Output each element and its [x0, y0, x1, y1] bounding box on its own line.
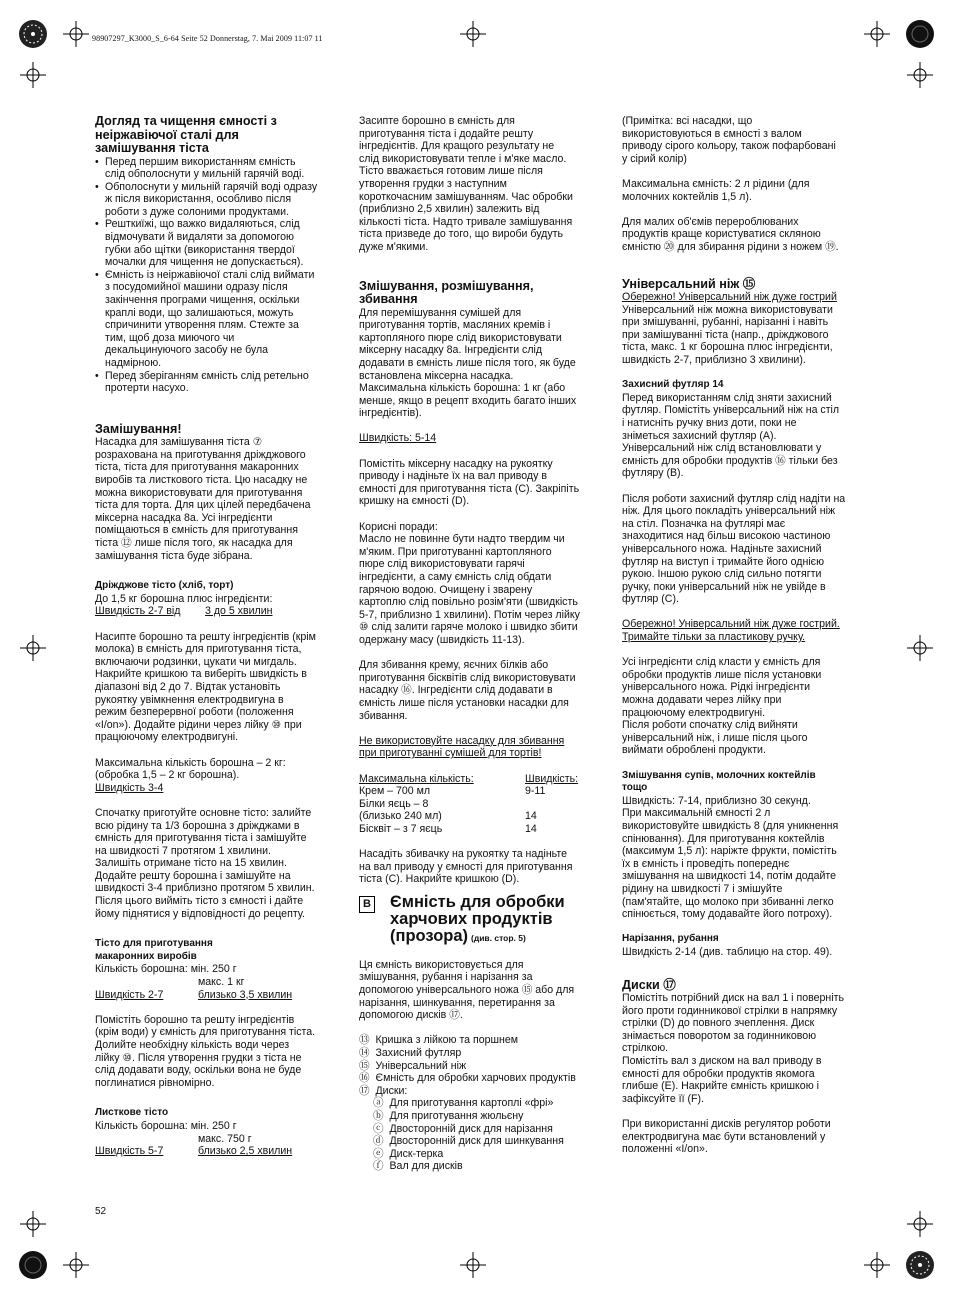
- column-3: [622, 115, 867, 1156]
- yeast-speed: [95, 605, 335, 618]
- yeast-text-3: Спочатку приготуйте основне тісто: залийте всю рідину та 1/3 борошна з дріжджами в ємність для приготування тіста і замішуйте на швидкості 7 протягом 1 хвилини. Залишіть отримане тісто на 15 хвилин. Додайте решту борошна і замішуйте на швидкості 3-4 приблизно протягом 5 хвилин. Після цього вийміть тісто з ємності і дайте йому піднятися у відповідності до рецепту.: [95, 806, 315, 920]
- column-2: [359, 115, 599, 1173]
- parts-list: [359, 1034, 599, 1173]
- yeast-text-1: Насипте борошно та решту інгредієнтів (крім молока) в ємність для приготування тіста, включаючи родзинки, цукати чи мигдаль. Накрийте кришкою та виберіть швидкість в діапазоні від 2 до 7. Відтак установіть рукоятку увімкнення електродвигуна в режим безперервної роботи (положення «I/on»). Додайте рідини через лійку ⑩ при працюючому електродвигуні.: [95, 630, 316, 744]
- list-item: ⑯ Ємність для обробки харчових продуктів: [359, 1072, 576, 1085]
- whip-warning: Не використовуйте насадку для збивання при приготуванні сумішей для тортів!: [359, 734, 565, 760]
- heading-soups: Змішування супів, молочних коктейлів тощо: [622, 769, 816, 794]
- puff-speed: [95, 1145, 335, 1158]
- cover-text: Перед використанням слід зняти захисний футляр. Помістіть універсальний ніж на стіл і натисніть ручку вниз доти, поки не зніметься захисний футляр (A). Універсальний ніж слід встановлювати у ємність для обробки продуктів ⑯ тільки без футляру (B).: [622, 391, 840, 480]
- heading-cover: Захисний футляр 14: [622, 379, 724, 391]
- table-cell: Білки яєць – 8: [359, 797, 429, 810]
- table-row: [359, 798, 599, 811]
- list-item: ⓓ Двосторонній диск для шинкування: [373, 1135, 564, 1148]
- crosshair-icon: [864, 1252, 890, 1278]
- crosshair-icon: [460, 1252, 486, 1278]
- list-item: • Обполоснути у мильній гарячій воді одразу ж після використання, особливо після роботи з дуже солоними продуктами.: [95, 181, 335, 219]
- heading-mix: Змішування, розмішування, збивання: [359, 278, 534, 307]
- yeast-line: До 1,5 кг борошна плюс інгредієнти:: [95, 592, 273, 605]
- flour-min: мін. 250 г: [190, 963, 237, 976]
- flour-max: макс. 1 кг: [198, 976, 245, 989]
- knead-text: Насадка для замішування тіста ⑦ розрахована на приготування дріжджового тіста, тіста для приготування макаронних виробів та листкового тіста. Цю насадку не можна використовувати для приготування тіста для торта. Для цих цілей передбачена міксерна насадка 8a. Усі інгредієнти поміщаються в ємність для приготування тіста ⑫ лише після того, як насадка для замішування тіста буде зібрана.: [95, 436, 311, 562]
- table-header: Швидкість:: [525, 772, 579, 785]
- table-cell: Бісквіт – з 7 яєць: [359, 822, 443, 835]
- crosshair-icon: [63, 1252, 89, 1278]
- time-label: близько 2,5 хвилин: [198, 1145, 293, 1158]
- table-cell: 9-11: [525, 785, 546, 798]
- crosshair-icon: [20, 62, 46, 88]
- flour-max: макс. 750 г: [198, 1132, 252, 1145]
- table-cell: (близько 240 мл): [359, 810, 442, 823]
- list-item: ⑬ Кришка з лійкою та поршнем: [359, 1034, 519, 1047]
- pasta-text: Помістіть борошно та решту інгредієнтів (крім води) у ємність для приготування тіста. Долийте необхідну кількість води через лійку ⑩. Після утворення грудки з тіста не слід додавати воду, оскільки вона не буде поглинатися рівномірно.: [95, 1013, 316, 1089]
- crosshair-icon: [864, 21, 890, 47]
- soups-text: Швидкість: 7-14, приблизно 30 секунд. При максимальній ємності 2 л використовуйте швидкість 8 (для уникнення спінювання). Для приготування коктейлів (максимум 1,5 л): наріжте фрукти, помістіть їх в ємність і проведіть попереднє змішування на швидкості 14, потім додайте рідину на швидкості 7 і змішуйте (пам'ятайте, що молоко при збиванні легко спінюється, тому додавайте його потроху).: [622, 794, 839, 921]
- heading-knife: Універсальний ніж ⑮: [622, 276, 756, 291]
- cover-text-2: Після роботи захисний футляр слід надіти на ніж. Для цього покладіть універсальний ніж на стіл. Позначка на футлярі має знаходитися над більш високою частиною універсального ножа. Надіньте захисний футляр на виступ і тримайте його однією рукою. Іншою рукою слід сильно потягти ручку, поки універсальний ніж не увійде в футляр (C).: [622, 492, 846, 606]
- crosshair-icon: [63, 21, 89, 47]
- table-row: [359, 785, 599, 798]
- pasta-speed: [95, 989, 335, 1002]
- section-title-ref: (див. стор. 5): [470, 932, 526, 943]
- heading-yeast: Дріжджове тісто (хліб, торт): [95, 580, 234, 592]
- table-cell: 14: [525, 822, 537, 835]
- flour-label: Кількість борошна:: [95, 963, 191, 976]
- time-label: близько 3,5 хвилин: [198, 988, 293, 1001]
- crosshair-icon: [907, 1211, 933, 1237]
- mix-text: Для перемішування сумішей для приготування тортів, масляних кремів і картопляного пюре слід використовувати міксерну насадку 8a. Інгредієнти слід додавати в ємність лише після того, як буде встановлена міксерна насадка. Максимальна кількість борошна: 1 кг (або менше, якщо в рецепт входить багато інших інгредієнтів).: [359, 306, 577, 420]
- list-item: • Перед першим використанням ємність слід обполоснути у мильній гарячій воді.: [95, 156, 335, 181]
- small-volume-text: Для малих об'ємів перероблюваних продуктів краще користуватися скляною ємністю ⑳ для збирання рідини з ножем ⑲.: [622, 215, 839, 253]
- heading-knead: Замішування!: [95, 421, 182, 436]
- chop-text: Швидкість 2-14 (див. таблицю на стор. 49).: [622, 945, 833, 958]
- color-target-icon: [906, 20, 934, 48]
- container-text: Ця ємність використовується для змішування, рубання і нарізання за допомогою універсального ножа ⑮ або для нарізання, шинкування, перетирання за допомогою дисків ⑰.: [359, 958, 575, 1022]
- table-cell: Крем – 700 мл: [359, 785, 431, 798]
- color-target-icon: [19, 20, 47, 48]
- list-item: ⓑ Для приготування жюльєну: [373, 1109, 524, 1122]
- list-item: ⓔ Диск-терка: [373, 1147, 444, 1160]
- flour-label: Кількість борошна:: [95, 1119, 191, 1132]
- max-text: Максимальна ємність: 2 л рідини (для молочних коктейлів 1,5 л).: [622, 177, 810, 203]
- speed-label: Швидкість 5-7: [95, 1145, 164, 1158]
- crosshair-icon: [907, 635, 933, 661]
- ingredients-text: Усі інгредієнти слід класти у ємність для обробки продуктів лише після установки універсального ножа. Рідкі інгредієнти можна додавати через лійку при працюючому електродвигуні. Після роботи спочатку слід вийняти універсальний ніж, і лише після цього виймати оброблені продукти.: [622, 656, 822, 757]
- list-item: ⓐ Для приготування картоплі «фрі»: [373, 1097, 554, 1110]
- whip-table-header: [359, 773, 599, 786]
- knife-warning-2: Обережно! Універсальний ніж дуже гострий. Тримайте тільки за пластикову ручку.: [622, 618, 840, 644]
- care-list: [95, 156, 335, 395]
- print-header: 98907297_K3000_S_6-64 Seite 52 Donnerstag, 7. Mai 2009 11:07 11: [92, 34, 323, 43]
- whip-text-2: Насадіть збивачку на рукоятку та надіньте на вал приводу у ємності для приготування тіста (C). Накрийте кришкою (D).: [359, 848, 573, 886]
- color-target-icon: [906, 1251, 934, 1279]
- list-item: • Ємність із неіржавіючої сталі слід виймати з посудомийної машини одразу після закінчення програми чищення, оскільки краплі води, що залишаються, можуть спричинити утворення плям. Стежте за тим, щоб доза миючого чи декальцинуючого засобу не була надмірною.: [95, 269, 335, 370]
- color-target-icon: [19, 1251, 47, 1279]
- table-row: [359, 810, 599, 823]
- list-item: • Перед зберіганням ємність слід ретельно протерти насухо.: [95, 370, 335, 395]
- puff-flour: [95, 1120, 335, 1133]
- table-row: [359, 823, 599, 836]
- note-text: (Примітка: всі насадки, що використовуються в ємності з валом приводу сірого кольору, також пофарбовані у сірий колір): [622, 115, 836, 165]
- heading-chop: Нарізання, рубання: [622, 933, 719, 945]
- crosshair-icon: [460, 21, 486, 47]
- discs-text-2: При використанні дисків регулятор роботи електродвигуна має бути встановлений у положенні «I/on».: [622, 1117, 831, 1156]
- table-cell: 14: [525, 810, 537, 823]
- list-item: ⑰ Диски:: [359, 1084, 408, 1097]
- flour-min: мін. 250 г: [190, 1119, 237, 1132]
- table-header: Максимальна кількість:: [359, 772, 474, 785]
- yeast-speed-2: Швидкість 3-4: [95, 781, 164, 794]
- speed-label: Швидкість 2-7: [95, 988, 164, 1001]
- speed-label: Швидкість 2-7 від: [95, 605, 181, 618]
- yeast-text-2: Максимальна кількість борошна – 2 кг: (обробка 1,5 – 2 кг борошна).: [95, 756, 286, 782]
- list-item: ⓒ Двосторонній диск для нарізання: [373, 1122, 553, 1135]
- page-number: 52: [95, 1206, 107, 1217]
- list-item: ⑮ Універсальний ніж: [359, 1059, 467, 1072]
- time-label: 3 до 5 хвилин: [205, 605, 273, 618]
- list-item: • Решткиїжі, що важко видаляються, слід відмочувати й видаляти за допомогою губки або щітки (використання твердої мочалки для чищення не допускається).: [95, 218, 335, 268]
- section-badge: B: [359, 896, 375, 913]
- pasta-flour: [95, 963, 335, 976]
- crosshair-icon: [907, 62, 933, 88]
- mix-text-2: Помістіть міксерну насадку на рукоятку приводу і надіньте їх на вал приводу в ємності для приготування тіста (C). Закріпіть кришку на ємності (D).: [359, 457, 580, 508]
- list-item: ⑭ Захисний футляр: [359, 1047, 462, 1059]
- section-title: Ємність для обробки харчових продуктів (прозора): [390, 892, 565, 945]
- crosshair-icon: [20, 635, 46, 661]
- heading-discs: Диски ⑰: [622, 977, 676, 992]
- column-1: [95, 115, 335, 1158]
- whip-text: Для збивання крему, яєчних білків або приготування бісквітів слід використовувати насадку ⑯. Інгредієнти слід додавати в ємність лише після установки насадки для збивання.: [359, 659, 576, 722]
- crosshair-icon: [20, 1211, 46, 1237]
- discs-text: Помістіть потрібний диск на вал 1 і поверніть його проти годинникової стрілки в напрямку стрілки (D) до повного зчеплення. Диск знімається поворотом за годинниковою стрілкою. Помістіть вал з диском на вал приводу в ємності для обробки продуктів якомога глибше (E). Накрийте ємність кришкою і зафіксуйте її (F).: [622, 992, 844, 1105]
- list-item: ⓕ Вал для дисків: [373, 1160, 463, 1173]
- heading-pasta: Тісто для приготування макаронних виробів: [95, 938, 213, 962]
- col2-text-1: Засипте борошно в ємність для приготування тіста і додайте решту інгредієнтів. Для кращого результату не слід використовувати тепле і м'яке масло. Тісто вважається готовим лише після утворення грудки з наступним короткочасним замішуванням. Час обробки (приблизно 2,5 хвилин) залежить від кількості тіста. Надто тривале замішування тіста призведе до того, що вироби будуть дуже м'якими.: [359, 115, 573, 253]
- section-heading-container: [359, 894, 599, 945]
- tips-text: Корисні поради: Масло не повинне бути надто твердим чи м'яким. При приготуванні картопляного пюре слід використовувати гарячі інгредієнти, а саму ємність слід обдати гарячою водою. Очищену і зварену картоплю слід повільно розім'яти (швидкість 5-7, приблизно 1 хвилини). Потім через лійку ⑩ слід залити гаряче молоко і швидко збити одержану масу (швидкість 11-13).: [359, 520, 580, 646]
- heading-care: Догляд та чищення ємності з неіржавіючої сталі для замішування тіста: [95, 114, 277, 155]
- knife-text: Універсальний ніж можна використовувати при змішуванні, рубанні, нарізанні і навіть при замішуванні тіста (напр., дріжджового тіста, макс. 1 кг борошна плюс інгредієнти, швидкість 2-7, приблизно 3 хвилини).: [622, 303, 833, 366]
- knife-warning: Обережно! Універсальний ніж дуже гострий: [622, 291, 837, 304]
- heading-puff: Листкове тісто: [95, 1107, 169, 1119]
- mix-speed: Швидкість: 5-14: [359, 432, 437, 445]
